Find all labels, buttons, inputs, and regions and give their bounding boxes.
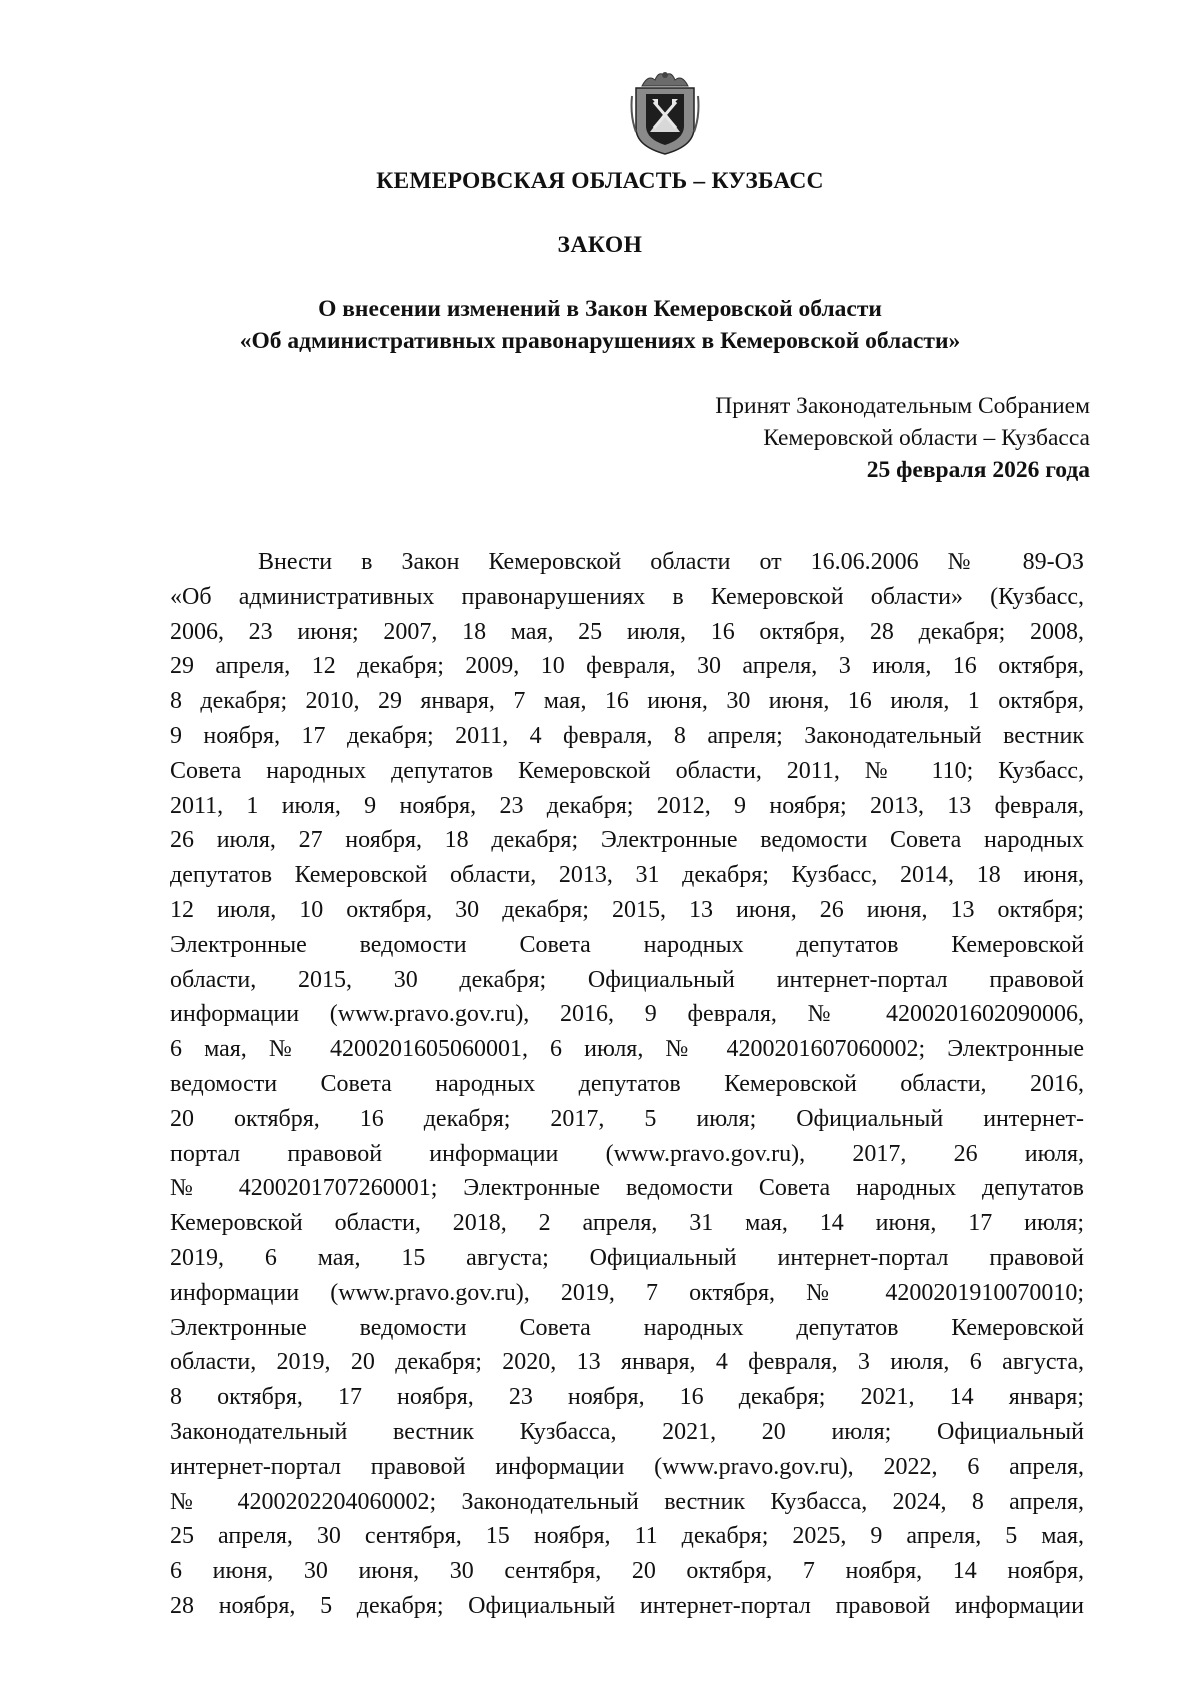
body-line: Внести в Закон Кемеровской области от 16.06.2006 № 89-ОЗ (258, 549, 1084, 575)
body-line: 6 мая, № 4200201605060001, 6 июля, № 4200201607060002; Электронные (170, 1036, 1084, 1063)
body-line: «Об административных правонарушениях в Кемеровской области» (Кузбасс, (170, 583, 1084, 610)
body-paragraph (170, 545, 1084, 1624)
body-line: Кемеровской области, 2018, 2 апреля, 31 мая, 14 июня, 17 июля; (170, 1210, 1084, 1237)
adoption-line: Кемеровской области – Кузбасса (763, 425, 1090, 451)
body-line: 9 ноября, 17 декабря; 2011, 4 февраля, 8 апреля; Законодательный вестник (170, 722, 1084, 749)
body-line: 29 апреля, 12 декабря; 2009, 10 февраля, 30 апреля, 3 июля, 16 октября, (170, 653, 1084, 680)
coat-of-arms-icon (628, 66, 702, 156)
body-line: Совета народных депутатов Кемеровской области, 2011, № 110; Кузбасс, (170, 757, 1084, 784)
document-title-line: «Об административных правонарушениях в Кемеровской области» (239, 328, 961, 354)
body-line: № 4200202204060002; Законодательный вестник Кузбасса, 2024, 8 апреля, (170, 1488, 1084, 1515)
body-line: депутатов Кемеровской области, 2013, 31 декабря; Кузбасс, 2014, 18 июня, (170, 862, 1084, 889)
body-line: 6 июня, 30 июня, 30 сентября, 20 октября, 7 ноября, 14 ноября, (170, 1558, 1084, 1585)
body-line: ведомости Совета народных депутатов Кемеровской области, 2016, (170, 1070, 1084, 1097)
body-line: информации (www.pravo.gov.ru), 2016, 9 февраля, № 4200201602090006, (170, 1001, 1084, 1028)
body-line: информации (www.pravo.gov.ru), 2019, 7 октября, № 4200201910070010; (170, 1279, 1084, 1306)
body-line: области, 2015, 30 декабря; Официальный интернет-портал правовой (170, 966, 1084, 993)
body-line: Электронные ведомости Совета народных депутатов Кемеровской (170, 1314, 1084, 1341)
body-line: Законодательный вестник Кузбасса, 2021, 20 июля; Официальный (170, 1418, 1084, 1445)
body-line: 2019, 6 мая, 15 августа; Официальный интернет-портал правовой (170, 1244, 1084, 1271)
body-line: интернет-портал правовой информации (www.pravo.gov.ru), 2022, 6 апреля, (170, 1453, 1084, 1480)
body-line: Электронные ведомости Совета народных депутатов Кемеровской (170, 931, 1084, 958)
body-line: портал правовой информации (www.pravo.gov.ru), 2017, 26 июля, (170, 1140, 1084, 1167)
body-line: 12 июля, 10 октября, 30 декабря; 2015, 13 июня, 26 июня, 13 октября; (170, 896, 1084, 923)
body-line: № 4200201707260001; Электронные ведомости Совета народных депутатов (170, 1175, 1084, 1202)
adoption-note (715, 390, 1090, 486)
body-line: 26 июля, 27 ноября, 18 декабря; Электронные ведомости Совета народных (170, 827, 1084, 854)
body-line: 28 ноября, 5 декабря; Официальный интернет-портал правовой информации (170, 1592, 1084, 1619)
document-title (0, 293, 1200, 357)
adoption-date: 25 февраля 2026 года (866, 457, 1090, 483)
body-line: 8 октября, 17 ноября, 23 ноября, 16 декабря; 2021, 14 января; (170, 1384, 1084, 1411)
document-title-line: О внесении изменений в Закон Кемеровской области (318, 296, 882, 322)
body-line: области, 2019, 20 декабря; 2020, 13 января, 4 февраля, 3 июля, 6 августа, (170, 1349, 1084, 1376)
body-line: 2011, 1 июля, 9 ноября, 23 декабря; 2012, 9 ноября; 2013, 13 февраля, (170, 792, 1084, 819)
body-line: 25 апреля, 30 сентября, 15 ноября, 11 декабря; 2025, 9 апреля, 5 мая, (170, 1523, 1084, 1550)
body-line: 20 октября, 16 декабря; 2017, 5 июля; Официальный интернет- (170, 1105, 1084, 1132)
adoption-line: Принят Законодательным Собранием (715, 393, 1090, 419)
body-line: 2006, 23 июня; 2007, 18 мая, 25 июля, 16 октября, 28 декабря; 2008, (170, 618, 1084, 645)
region-heading: КЕМЕРОВСКАЯ ОБЛАСТЬ – КУЗБАСС (376, 168, 824, 194)
body-line: 8 декабря; 2010, 29 января, 7 мая, 16 июня, 30 июня, 16 июля, 1 октября, (170, 688, 1084, 715)
document-type-heading: ЗАКОН (557, 232, 643, 258)
